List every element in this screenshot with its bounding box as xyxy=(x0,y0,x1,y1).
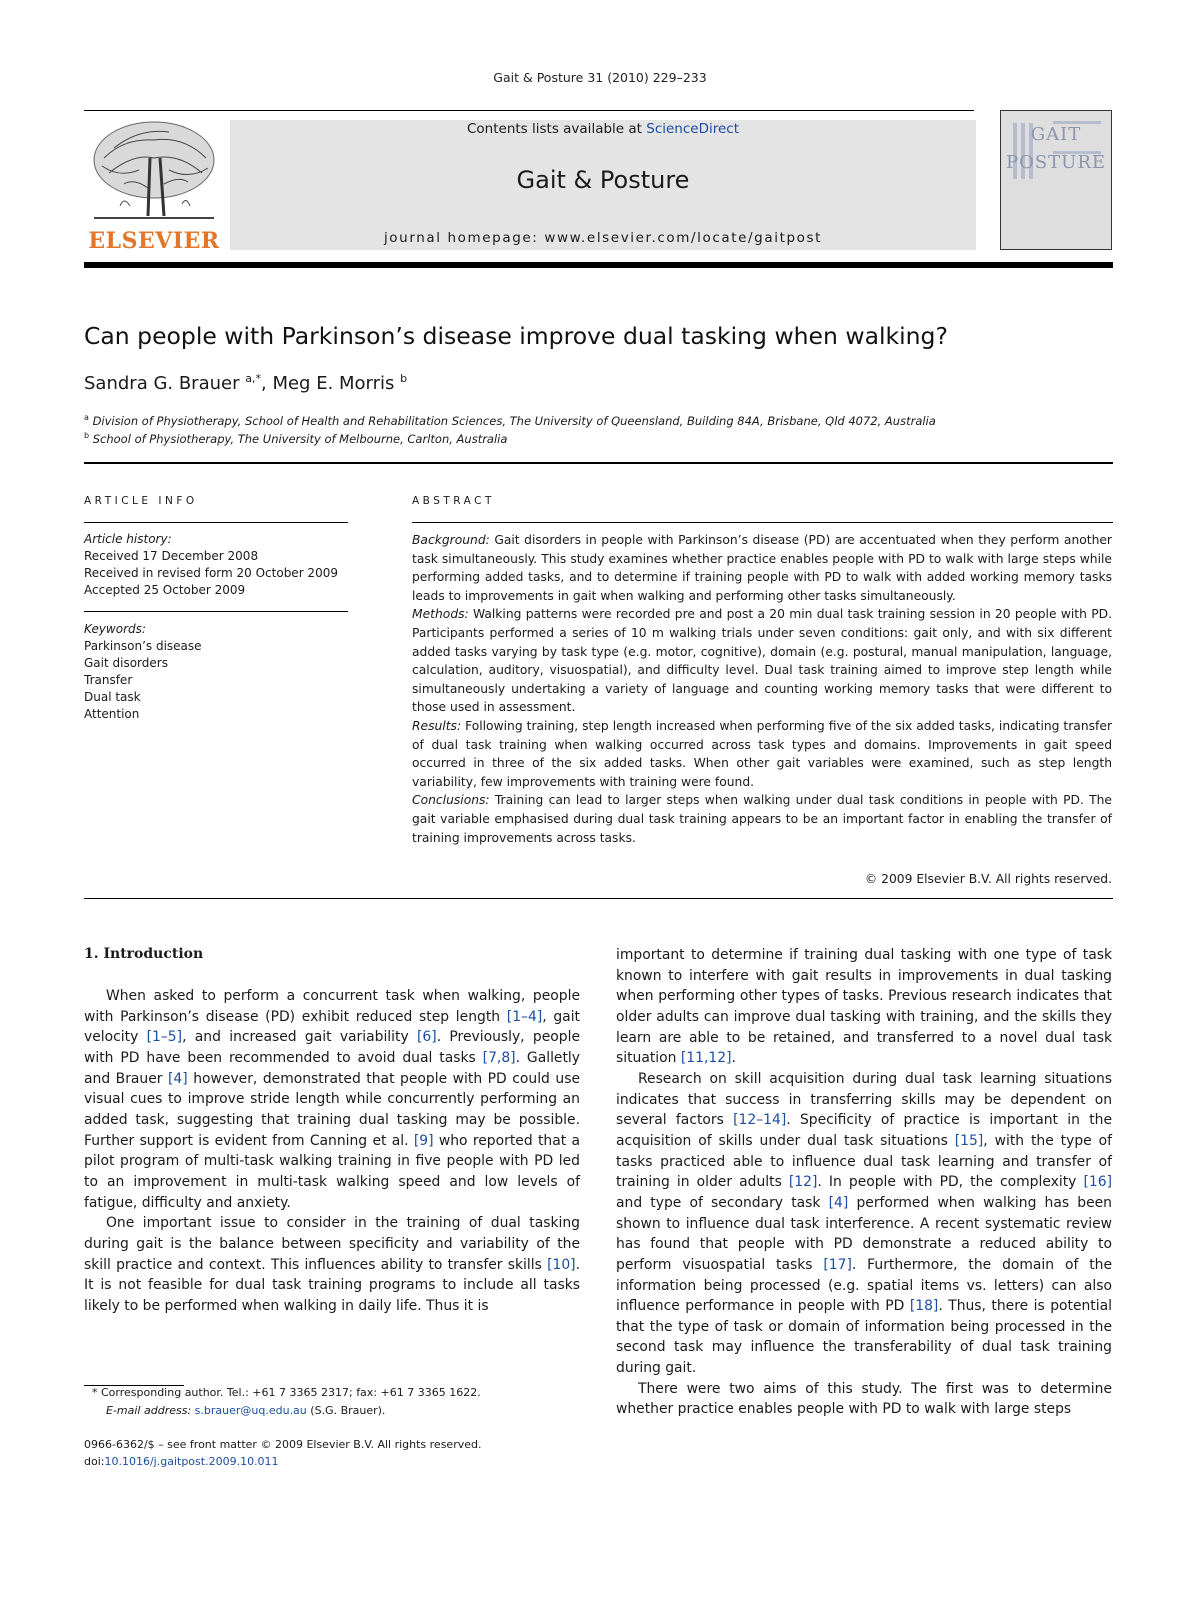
affil-a-mark: a xyxy=(84,413,89,422)
intro-right-column xyxy=(616,945,1112,1420)
affiliation-a xyxy=(84,413,936,428)
accepted-date: Accepted 25 October 2009 xyxy=(84,583,246,597)
history-label: Article history: xyxy=(84,532,172,546)
text-run: . Furthermore, the domain of the information being processed (e.g. spatial items vs. letters) can also influence performance in people with PD xyxy=(616,1256,1112,1315)
issn-line: 0966-6362/$ – see front matter © 2009 Elsevier B.V. All rights reserved. xyxy=(84,1438,482,1451)
text-run: . Previously, people with PD have been recommended to avoid dual tasks xyxy=(84,1029,580,1066)
intro-heading: 1. Introduction xyxy=(84,946,204,962)
intro-left-column xyxy=(84,986,580,1317)
citation-link[interactable]: [18] xyxy=(909,1298,939,1315)
text-run: . Thus, there is potential that the type of task or domain of information being processed in the second task may influence the transferability of dual task training during gait. xyxy=(616,1298,1112,1377)
journal-homepage[interactable]: journal homepage: www.elsevier.com/locate/gaitpost xyxy=(383,230,823,246)
abstract-background xyxy=(412,531,1112,605)
text-run: When asked to perform a concurrent task when walking, people with Parkinson’s disease (PD) exhibit reduced step length xyxy=(84,988,580,1025)
sciencedirect-link[interactable]: ScienceDirect xyxy=(646,121,740,137)
citation-link[interactable]: [10] xyxy=(547,1256,576,1273)
author-2-sup[interactable]: b xyxy=(400,372,408,385)
article-history xyxy=(84,531,348,599)
text-run: performed when walking has been shown to influence dual task interference. A recent systematic review has found that people with PD demonstrate a reduced ability to perform visuospatial tasks xyxy=(616,1194,1112,1273)
text-run: important to determine if training dual tasking with one type of task known to interfere with gait results in improvements in dual tasking when performing other types of tasks. Previous research indicates that older adults can improve dual tasking with training, and the skills they learn are able to be retained, and transferred to a novel dual task situation xyxy=(616,947,1112,1067)
article-info-rule xyxy=(84,522,348,523)
methods-label: Methods: xyxy=(412,607,469,622)
affiliation-b xyxy=(84,431,507,446)
keyword-item: Parkinson’s disease xyxy=(84,639,202,653)
citation-link[interactable]: [9] xyxy=(413,1132,434,1149)
article-info-heading: ARTICLE INFO xyxy=(84,495,198,507)
cover-title-line2: POSTURE xyxy=(1005,152,1107,173)
revised-date: Received in revised form 20 October 2009 xyxy=(84,566,338,580)
author-2: Meg E. Morris xyxy=(272,373,395,394)
text-run: and type of secondary task xyxy=(616,1194,829,1211)
citation-link[interactable]: [4] xyxy=(828,1194,849,1211)
intro-paragraph-4 xyxy=(616,1069,1112,1379)
affil-b-mark: b xyxy=(84,431,90,440)
text-run: . xyxy=(731,1050,736,1067)
citation-link[interactable]: [12–14] xyxy=(733,1112,787,1129)
conclusions-label: Conclusions: xyxy=(412,793,490,808)
citation-link[interactable]: [6] xyxy=(417,1029,437,1046)
text-run: . In people with PD, the complexity xyxy=(817,1174,1084,1191)
intro-paragraph-3 xyxy=(616,945,1112,1069)
text-run: Research on skill acquisition during dual task learning situations indicates that success in transferring skills may be dependent on several factors xyxy=(616,1070,1112,1129)
doi-line xyxy=(84,1455,279,1468)
citation-link[interactable]: [16] xyxy=(1083,1174,1112,1191)
elsevier-tree-icon xyxy=(84,118,224,226)
text-run: . Specificity of practice is important in the acquisition of skills under dual task situations xyxy=(616,1112,1112,1149)
cover-title-line1: GAIT xyxy=(1030,124,1082,145)
abstract-end-rule xyxy=(84,898,1113,899)
corr-mark: * xyxy=(92,1386,98,1399)
elsevier-logo xyxy=(84,118,224,252)
abstract-results xyxy=(412,717,1112,791)
email-label: E-mail address: xyxy=(106,1404,192,1417)
author-separator: , xyxy=(260,373,273,394)
email-note xyxy=(106,1404,385,1417)
header-rule xyxy=(84,110,974,111)
methods-text: Walking patterns were recorded pre and post a 20 min dual task training session in 20 people with PD. Participants performed a series of 10 m walking trials under seven conditions: gait only, and with six different added tasks varying by task type (e.g. motor, cognitive), domain (e.g. postural, manual manipulation, language, calculation, auditory, visuospatial), and difficulty level. Dual task training aimed to improve step length while simultaneously undertaking a variety of language and counting working memory tasks that were different to those used in assessment. xyxy=(412,607,1112,715)
abstract-methods xyxy=(412,605,1112,717)
text-run: , and increased gait variability xyxy=(182,1029,417,1046)
text-run: , gait velocity xyxy=(84,1008,580,1046)
corresponding-author-note xyxy=(92,1386,481,1399)
citation-link[interactable]: [1–4] xyxy=(506,1008,543,1025)
keywords-rule xyxy=(84,611,348,612)
text-run: . Galletly and Brauer xyxy=(84,1049,580,1087)
received-date: Received 17 December 2008 xyxy=(84,549,259,563)
email-link[interactable]: s.brauer@uq.edu.au xyxy=(194,1404,307,1417)
text-run: , with the type of tasks practiced able to influence dual task learning and transfer of training in older adults xyxy=(616,1132,1112,1191)
keyword-item: Dual task xyxy=(84,690,141,704)
conclusions-text: Training can lead to larger steps when walking under dual task conditions in people with PD. The gait variable emphasised during dual task training appears to be an important factor in enabling the transfer of training improvements across tasks. xyxy=(412,793,1112,845)
results-label: Results: xyxy=(412,718,462,733)
keyword-item: Transfer xyxy=(84,673,133,687)
email-suffix: (S.G. Brauer). xyxy=(306,1404,386,1417)
text-run: One important issue to consider in the training of dual tasking during gait is the balance between specificity and variability of the skill practice and context. This influences ability to transfer skills xyxy=(84,1215,580,1273)
affil-b-text: School of Physiotherapy, The University of Melbourne, Carlton, Australia xyxy=(92,431,508,446)
author-1: Sandra G. Brauer xyxy=(84,373,240,394)
header-thick-rule xyxy=(84,262,1113,268)
abstract-rule xyxy=(412,522,1113,523)
background-label: Background: xyxy=(412,533,490,547)
citation-link[interactable]: [11,12] xyxy=(680,1050,732,1067)
abstract-heading: ABSTRACT xyxy=(412,495,495,507)
abstract-copyright: © 2009 Elsevier B.V. All rights reserved. xyxy=(864,872,1112,886)
journal-name: Gait & Posture xyxy=(516,166,690,194)
keywords-label: Keywords: xyxy=(84,622,146,636)
article-title: Can people with Parkinson’s disease improve dual tasking when walking? xyxy=(84,322,948,350)
journal-cover xyxy=(1000,110,1112,250)
title-block-rule xyxy=(84,462,1113,464)
citation-link[interactable]: [12] xyxy=(788,1174,818,1191)
text-run: . It is not feasible for dual task training programs to include all tasks likely to be performed when walking in daily life. Thus it is xyxy=(84,1256,580,1314)
keyword-item: Gait disorders xyxy=(84,656,168,670)
keywords-block xyxy=(84,621,348,723)
keyword-item: Attention xyxy=(84,707,140,721)
author-1-sup[interactable]: a,* xyxy=(245,372,261,385)
abstract-conclusions xyxy=(412,791,1112,847)
doi-prefix: doi: xyxy=(84,1455,105,1468)
citation-link[interactable]: [17] xyxy=(823,1256,852,1273)
intro-paragraph-5: There were two aims of this study. The first was to determine whether practice enables people with PD to walk with large steps xyxy=(616,1380,1112,1418)
background-text: Gait disorders in people with Parkinson’s disease (PD) are accentuated when they perform another task simultaneously. This study examines whether practice enables people with PD to walk with large steps while performing added tasks, and to determine if training people with PD to walk with added working memory tasks leads to improvements in gait when walking and performing other tasks simultaneously. xyxy=(412,533,1112,603)
citation-link[interactable]: [1–5] xyxy=(146,1029,183,1046)
contents-line xyxy=(230,121,976,137)
citation-link[interactable]: [7,8] xyxy=(482,1049,516,1066)
text-run: who reported that a pilot program of multi-task walking training in five people with PD led to an improvement in multi-task walking speed and low levels of fatigue, difficulty and anxiety. xyxy=(84,1132,580,1211)
affil-a-text: Division of Physiotherapy, School of Health and Rehabilitation Sciences, The University of Queensland, Building 84A, Brisbane, Qld 4072, Australia xyxy=(92,413,936,428)
citation-link[interactable]: [15] xyxy=(954,1132,984,1149)
doi-link[interactable]: 10.1016/j.gaitpost.2009.10.011 xyxy=(104,1455,279,1468)
author-line xyxy=(84,372,407,394)
text-run: however, demonstrated that people with PD could use visual cues to improve stride length while concurrently performing an added task, suggesting that training dual tasking may be possible. Further support is evident from Canning et al. xyxy=(84,1070,580,1149)
corr-text: Corresponding author. Tel.: +61 7 3365 2317; fax: +61 7 3365 1622. xyxy=(97,1386,481,1399)
contents-prefix: Contents lists available at xyxy=(466,121,647,137)
intro-paragraph-2 xyxy=(84,1213,580,1316)
abstract-body xyxy=(412,531,1112,847)
running-head: Gait & Posture 31 (2010) 229–233 xyxy=(493,70,707,85)
elsevier-wordmark: ELSEVIER xyxy=(88,228,220,254)
citation-link[interactable]: [4] xyxy=(168,1070,188,1087)
results-text: Following training, step length increased when performing five of the six added tasks, indicating transfer of dual task training when walking occurred across task types and domains. Improvements in gait speed occurred in three of the six added tasks. When other gait variables were examined, such as step length variability, few improvements with training were found. xyxy=(412,718,1112,789)
intro-paragraph-1 xyxy=(84,986,580,1213)
cover-title xyxy=(1001,121,1111,177)
